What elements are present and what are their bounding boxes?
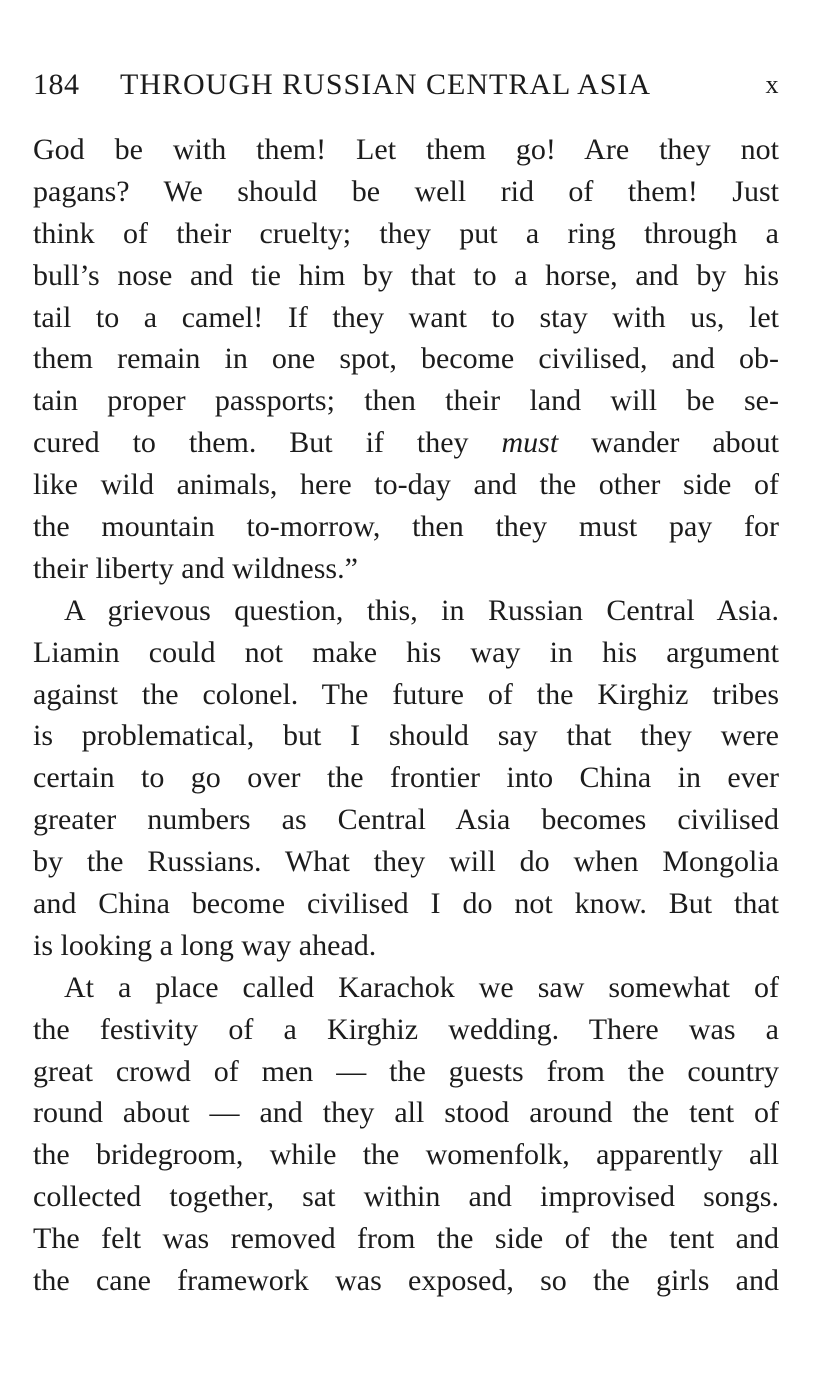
text-line: great crowd of men — the guests from the country: [33, 1054, 779, 1088]
text-line: against the colonel. The future of the Kirghiz tribes: [33, 677, 779, 711]
text-segment: cured to them. But if they: [33, 426, 469, 460]
text-line: the mountain to-morrow, then they must pay for: [33, 510, 779, 544]
italic-emphasis: must: [501, 426, 559, 460]
text-segment: wander about: [591, 426, 780, 460]
text-line: is problematical, but I should say that they were: [33, 719, 779, 753]
text-line-with-italic: [33, 422, 779, 464]
text-line: Liamin could not make his way in his argument: [33, 635, 779, 669]
text-line: the cane framework was exposed, so the girls and: [33, 1264, 779, 1298]
text-line: tain proper passports; then their land will be se-: [33, 384, 779, 418]
chapter-number: x: [765, 70, 779, 99]
text-line: the festivity of a Kirghiz wedding. There was a: [33, 1012, 779, 1046]
text-line: certain to go over the frontier into China in ever: [33, 761, 779, 795]
text-line: pagans? We should be well rid of them! Just: [33, 174, 779, 208]
text-line: them remain in one spot, become civilised, and ob-: [33, 342, 779, 376]
text-line: think of their cruelty; they put a ring through a: [33, 216, 779, 250]
text-line: by the Russians. What they will do when Mongolia: [33, 845, 779, 879]
text-line: God be with them! Let them go! Are they not: [33, 133, 779, 166]
text-line: is looking a long way ahead.: [33, 928, 377, 962]
text-line: The felt was removed from the side of the tent and: [33, 1222, 779, 1256]
running-header: [33, 62, 779, 108]
text-line: their liberty and wildness.”: [33, 551, 358, 585]
text-line: tail to a camel! If they want to stay with us, let: [33, 300, 779, 334]
paragraph-first-line: At a place called Karachok we saw somewhat of: [64, 970, 779, 1004]
body-text: [33, 129, 779, 1302]
page-number: 184: [33, 68, 80, 101]
text-line: greater numbers as Central Asia becomes civilised: [33, 803, 779, 837]
text-line: like wild animals, here to-day and the other side of: [33, 468, 779, 502]
text-line: round about — and they all stood around the tent of: [33, 1096, 779, 1130]
text-line: bull’s nose and tie him by that to a horse, and by his: [33, 258, 779, 292]
text-line: collected together, sat within and improvised songs.: [33, 1180, 779, 1214]
text-line: and China become civilised I do not know. But that: [33, 887, 779, 921]
paragraph-first-line: A grievous question, this, in Russian Central Asia.: [64, 593, 779, 627]
text-line: the bridegroom, while the womenfolk, apparently all: [33, 1138, 779, 1172]
running-title: THROUGH RUSSIAN CENTRAL ASIA: [120, 68, 652, 101]
